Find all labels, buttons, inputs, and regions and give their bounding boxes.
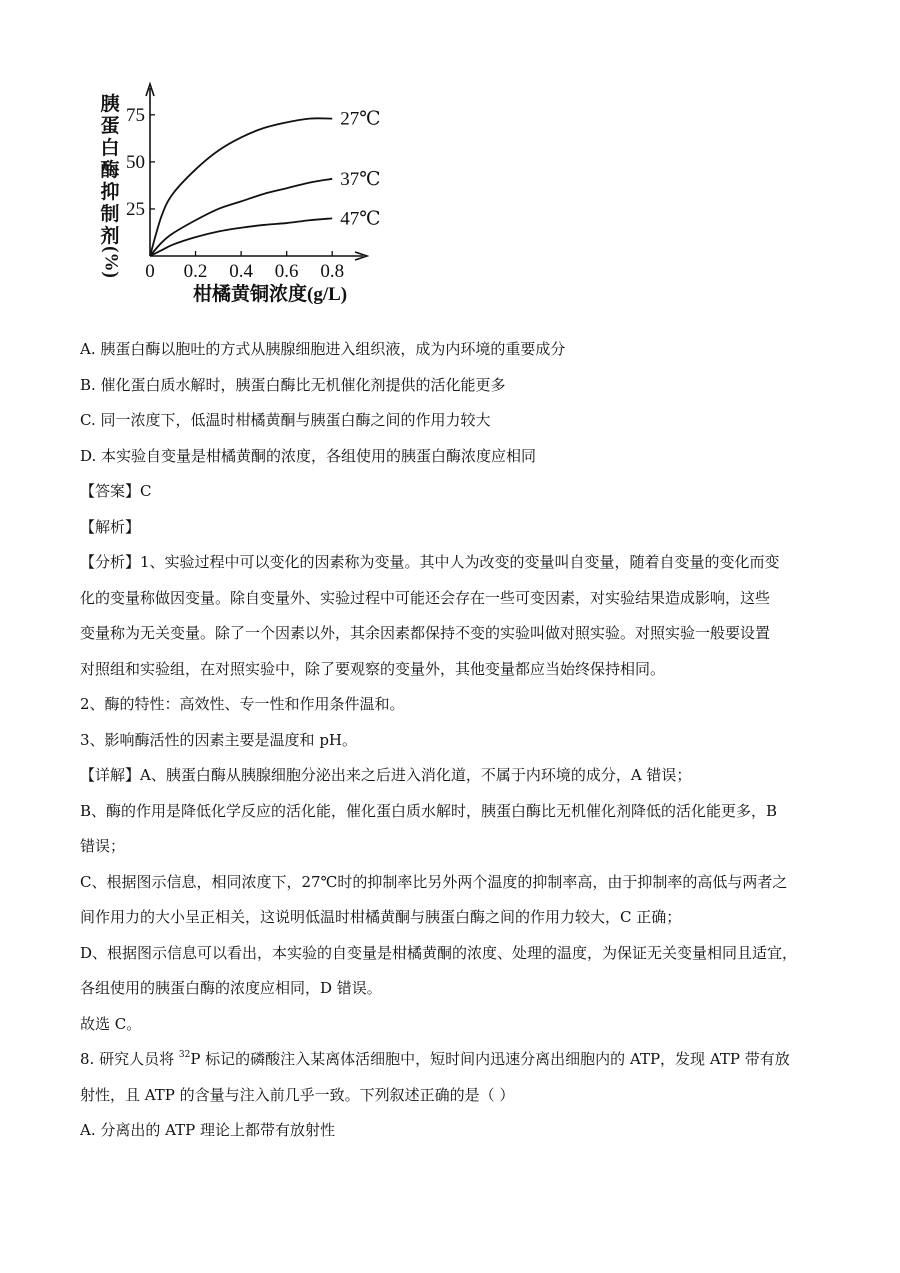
series-label: 47℃	[340, 208, 381, 230]
analysis-line: D、根据图示信息可以看出，本实验的自变量是柑橘黄酮的浓度、处理的温度，为保证无关变量相同且适宜，	[80, 943, 798, 962]
series-line	[150, 118, 332, 256]
series-label: 37℃	[340, 168, 381, 190]
chart-axes	[146, 84, 367, 260]
x-tick-label: 0.4	[229, 261, 253, 282]
x-tick-label: 0.8	[320, 261, 345, 282]
y-tick-label: 25	[126, 198, 145, 220]
option-d: D. 本实验自变量是柑橘黄酮的浓度，各组使用的胰蛋白酶浓度应相同	[80, 446, 537, 465]
option-a: A. 胰蛋白酶以胞吐的方式从胰腺细胞进入组织液，成为内环境的重要成分	[80, 340, 566, 358]
series-line	[150, 218, 332, 256]
y-axis-title-char: 抑	[100, 182, 120, 203]
y-axis-title-char: 胰	[100, 94, 120, 115]
question-8-option-a: A. 分离出的 ATP 理论上都带有放射性	[80, 1121, 336, 1139]
question-8-stem-line2: 射性，且 ATP 的含量与注入前几乎一致。下列叙述正确的是（ ）	[80, 1085, 515, 1104]
analysis-line: C、根据图示信息，相同浓度下，27℃时的抑制率比另外两个温度的抑制率高，由于抑制率的高低与两者之	[80, 872, 788, 891]
option-c: C. 同一浓度下，低温时柑橘黄酮与胰蛋白酶之间的作用力较大	[80, 411, 491, 429]
q8-stem-part2: P 标记的磷酸注入某离体活细胞中，短时间内迅速分离出细胞内的 ATP，发现 ATP 带有放	[190, 1050, 790, 1068]
analysis-line: 2、酶的特性：高效性、专一性和作用条件温和。	[80, 695, 405, 713]
chart-curves	[150, 109, 380, 256]
inhibition-chart	[88, 82, 388, 310]
analysis-line: 变量称为无关变量。除了一个因素以外，其余因素都保持不变的实验叫做对照实验。对照实验一般要设置	[80, 624, 771, 642]
analysis-line: 对照组和实验组，在对照实验中，除了要观察的变量外，其他变量都应当始终保持相同。	[80, 659, 666, 678]
analysis-line: 化的变量称做因变量。除自变量外、实验过程中可能还会存在一些可变因素，对实验结果造成影响，这些	[80, 588, 771, 607]
y-axis-title	[100, 92, 121, 278]
y-axis-title-unit: (%)	[100, 246, 122, 278]
y-axis-title-char: 制	[100, 204, 120, 225]
x-tick-label: 0.2	[183, 261, 208, 282]
analysis-line: 3、影响酶活性的因素主要是温度和 pH。	[80, 730, 357, 749]
y-tick-label: 75	[126, 104, 145, 126]
option-b: B. 催化蛋白质水解时，胰蛋白酶比无机催化剂提供的活化能更多	[80, 375, 506, 394]
q8-stem-part1: 8. 研究人员将	[80, 1050, 179, 1068]
y-tick-label: 50	[126, 151, 145, 173]
analysis-line: 【详解】A、胰蛋白酶从胰腺细胞分泌出来之后进入消化道，不属于内环境的成分，A 错误；	[80, 766, 692, 784]
y-axis-title-char: 白	[100, 138, 120, 159]
document-body	[80, 332, 828, 1149]
y-axis-title-char: 蛋	[100, 116, 120, 137]
x-tick-label: 0	[145, 261, 155, 282]
analysis-line: 【分析】1、实验过程中可以变化的因素称为变量。其中人为改变的变量叫自变量，随着自变量的变化而变	[80, 553, 780, 571]
analysis-heading: 【解析】	[80, 517, 141, 536]
q8-superscript: 32	[178, 1050, 191, 1060]
series-line	[150, 179, 332, 256]
analysis-line: 各组使用的胰蛋白酶的浓度应相同，D 错误。	[80, 979, 382, 997]
answer-line: 【答案】C	[80, 482, 152, 500]
analysis-line: B、酶的作用是降低化学反应的活化能，催化蛋白质水解时，胰蛋白酶比无机催化剂降低的活化能更多，B	[80, 801, 778, 820]
y-axis-title-char: 酶	[100, 160, 120, 181]
x-axis-title: 柑橘黄铜浓度(g/L)	[193, 284, 348, 305]
analysis-line: 间作用力的大小呈正相关，这说明低温时柑橘黄酮与胰蛋白酶之间的作用力较大，C 正确；	[80, 908, 682, 926]
question-8-stem	[80, 1042, 828, 1078]
y-axis-title-char: 剂	[100, 226, 120, 247]
analysis-line: 错误；	[80, 837, 126, 855]
series-label: 27℃	[340, 108, 381, 130]
x-tick-label: 0.6	[274, 261, 299, 282]
analysis-line: 故选 C。	[80, 1014, 142, 1033]
